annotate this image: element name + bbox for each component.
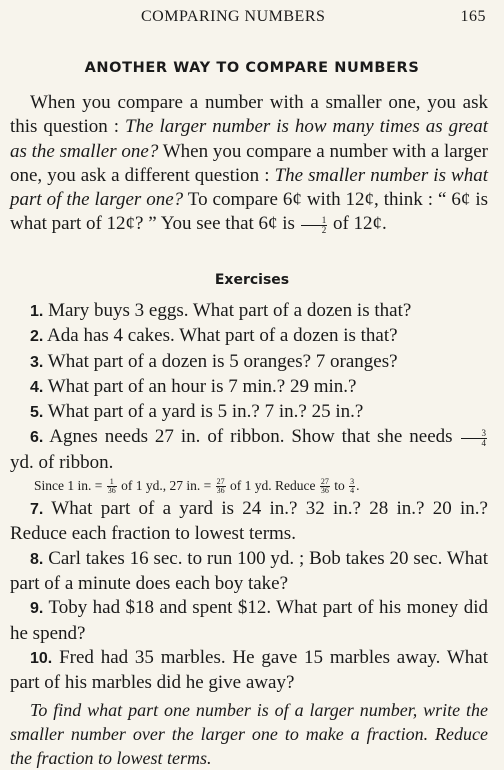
exercise-3 [10, 350, 488, 375]
fraction-numerator: 3 [461, 429, 488, 439]
exercise-number: 7. [30, 501, 44, 519]
exercise-text: Mary buys 3 eggs. What part of a dozen is that? [48, 300, 412, 321]
exercise-text: What part of a yard is 24 in.? 32 in.? 28 in.? 20 in.? Reduce each fraction to lowest terms. [10, 498, 488, 545]
exercise-1 [10, 299, 488, 324]
page-number: 165 [460, 8, 486, 25]
exercise-text: What part of an hour is 7 min.? 29 min.? [47, 375, 357, 397]
fraction [320, 478, 330, 495]
hint-text: . [356, 478, 360, 494]
fraction [216, 478, 226, 495]
intro-paragraph [10, 91, 488, 237]
exercise-2 [10, 324, 488, 349]
fraction-denominator: 36 [320, 486, 329, 496]
exercise-list [10, 299, 488, 695]
exercise-number: 2. [30, 328, 44, 346]
section-title: ANOTHER WAY TO COMPARE NUMBERS [84, 60, 420, 76]
exercise-text-b: yd. of ribbon. [10, 451, 114, 473]
exercise-text-a: Agnes needs 27 in. of ribbon. Show that she needs [49, 426, 460, 448]
exercise-text: Carl takes 16 sec. to run 100 yd. ; Bob takes 20 sec. What part of a minute does each boy take? [10, 547, 489, 594]
exercise-number: 3. [30, 353, 44, 371]
intro-question-2: The smaller number is what part of the larger one? [10, 164, 488, 211]
rule-note: To find what part one number is of a larger number, write the smaller number over the larger one to make a fraction. Reduce the fraction to lowest terms. [10, 700, 488, 768]
fraction-three-quarters [461, 429, 488, 448]
exercise-6 [10, 425, 488, 475]
exercise-number: 9. [30, 600, 44, 618]
fraction-denominator: 36 [216, 486, 225, 496]
exercise-number: 10. [30, 649, 53, 667]
exercise-text: What part of a yard is 5 in.? 7 in.? 25 in.? [47, 401, 364, 423]
fraction-denominator: 36 [107, 486, 116, 496]
fraction-numerator: 27 [216, 477, 225, 487]
exercise-number: 4. [30, 378, 44, 396]
intro-text-2: When you compare a number with a larger one, you ask a different question : [10, 140, 488, 186]
hint-text: of 1 yd. Reduce [226, 478, 319, 494]
hint-text: Since 1 in. = [34, 478, 106, 494]
fraction-denominator: 4 [350, 486, 355, 496]
exercise-7 [10, 497, 488, 547]
hint-text: to [330, 478, 349, 494]
hint-text: of 1 yd., 27 in. = [117, 478, 215, 494]
exercise-8 [10, 547, 488, 597]
exercise-number: 8. [30, 550, 44, 568]
intro-text-1: When you compare a number with a smaller one, you ask this question : [10, 92, 488, 138]
exercise-text: Toby had $18 and spent $12. What part of his money did he spend? [10, 597, 488, 644]
running-head-title: COMPARING NUMBERS [141, 8, 326, 25]
exercise-text: What part of a dozen is 5 oranges? 7 oranges? [47, 350, 398, 372]
intro-text-4: of 12¢. [328, 213, 387, 235]
fraction [349, 478, 355, 495]
intro-text-3: To compare 6¢ with 12¢, think : “ 6¢ is what part of 12¢? ” You see that 6¢ is [10, 189, 488, 235]
exercise-number: 6. [30, 429, 44, 447]
intro-question-1: The larger number is how many times as great as the smaller one? [10, 116, 488, 162]
fraction-numerator: 27 [320, 477, 329, 487]
intro-text [10, 91, 488, 237]
exercises-heading: Exercises [214, 272, 290, 288]
fraction-numerator: 1 [301, 216, 328, 226]
fraction [107, 478, 117, 495]
exercise-number: 1. [30, 303, 44, 320]
fraction-numerator: 1 [107, 478, 117, 487]
exercise-number: 5. [30, 404, 44, 422]
fraction-denominator: 2 [321, 224, 327, 235]
exercise-4 [10, 375, 488, 400]
fraction-numerator: 3 [350, 477, 355, 487]
exercise-10 [10, 646, 488, 696]
exercise-5 [10, 400, 488, 425]
fraction-denominator: 4 [481, 437, 486, 448]
exercise-text: Fred had 35 marbles. He gave 15 marbles away. What part of his marbles did he give away? [10, 646, 489, 694]
exercise-9 [10, 596, 488, 646]
exercise-6-hint [10, 475, 488, 497]
fraction-one-half [301, 216, 328, 235]
exercise-text: Ada has 4 cakes. What part of a dozen is that? [47, 325, 398, 347]
